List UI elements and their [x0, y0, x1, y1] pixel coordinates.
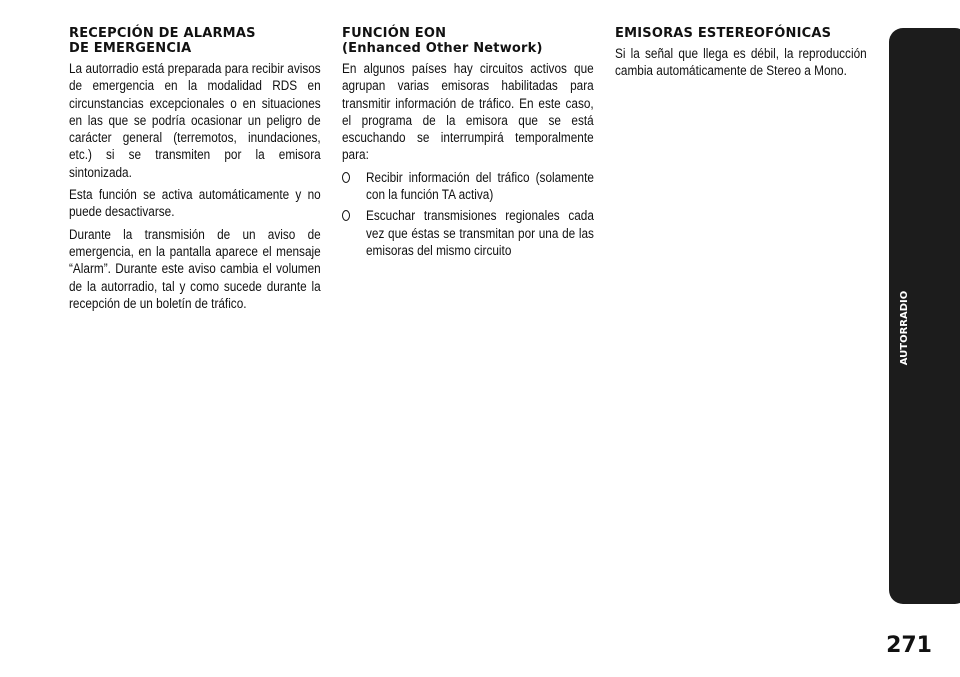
heading-line: (Enhanced Other Network) [342, 41, 543, 56]
heading-line: FUNCIÓN EON [342, 26, 447, 41]
paragraph: Esta función se activa automáticamente y no puede desactivarse. [69, 187, 321, 220]
paragraph: En algunos países hay circuitos activos que agrupan varias emisoras habilitadas para transmitir información de tráfico. En este caso, el programa de la emisora que se está escuchando se interrumpirá temporalmente para: [342, 61, 594, 163]
column-alarm-reception [69, 26, 321, 317]
section-heading-alarm-reception [69, 26, 321, 56]
column-stereo-stations [615, 26, 867, 85]
circle-bullet-icon [342, 172, 350, 183]
bullet-text: Escuchar transmisiones regionales cada vez que éstas se transmitan por una de las emisoras del mismo circuito [366, 208, 594, 258]
bullet-item [342, 169, 594, 204]
chapter-tab-label: AUTORRADIO [899, 290, 910, 366]
paragraph: Si la señal que llega es débil, la reproducción cambia automáticamente de Stereo a Mono. [615, 46, 867, 79]
heading-line: RECEPCIÓN DE ALARMAS [69, 26, 256, 41]
bullet-text: Recibir información del tráfico (solamente con la función TA activa) [366, 169, 594, 203]
paragraph: La autorradio está preparada para recibir avisos de emergencia en la modalidad RDS en circunstancias excepcionales o en situaciones en las que se podría ocasionar un peligro de carácter general (terremotos, inundaciones, etc.) si se transmiten por la emisora sintonizada. [69, 61, 321, 180]
section-heading-eon-function [342, 26, 594, 56]
page-number: 271 [886, 633, 932, 658]
column-eon-function [342, 26, 594, 263]
circle-bullet-icon [342, 210, 350, 221]
paragraph: Durante la transmisión de un aviso de emergencia, en la pantalla aparece el mensaje “Alarm”. Durante este aviso cambia el volumen de la autorradio, tal y como sucede durante la recepción de un boletín de tráfico. [69, 226, 321, 311]
heading-line: DE EMERGENCIA [69, 41, 192, 56]
heading-line: EMISORAS ESTEREOFÓNICAS [615, 26, 832, 41]
bullet-item [342, 207, 594, 259]
section-heading-stereo-stations [615, 26, 867, 41]
bullet-list [342, 169, 594, 259]
